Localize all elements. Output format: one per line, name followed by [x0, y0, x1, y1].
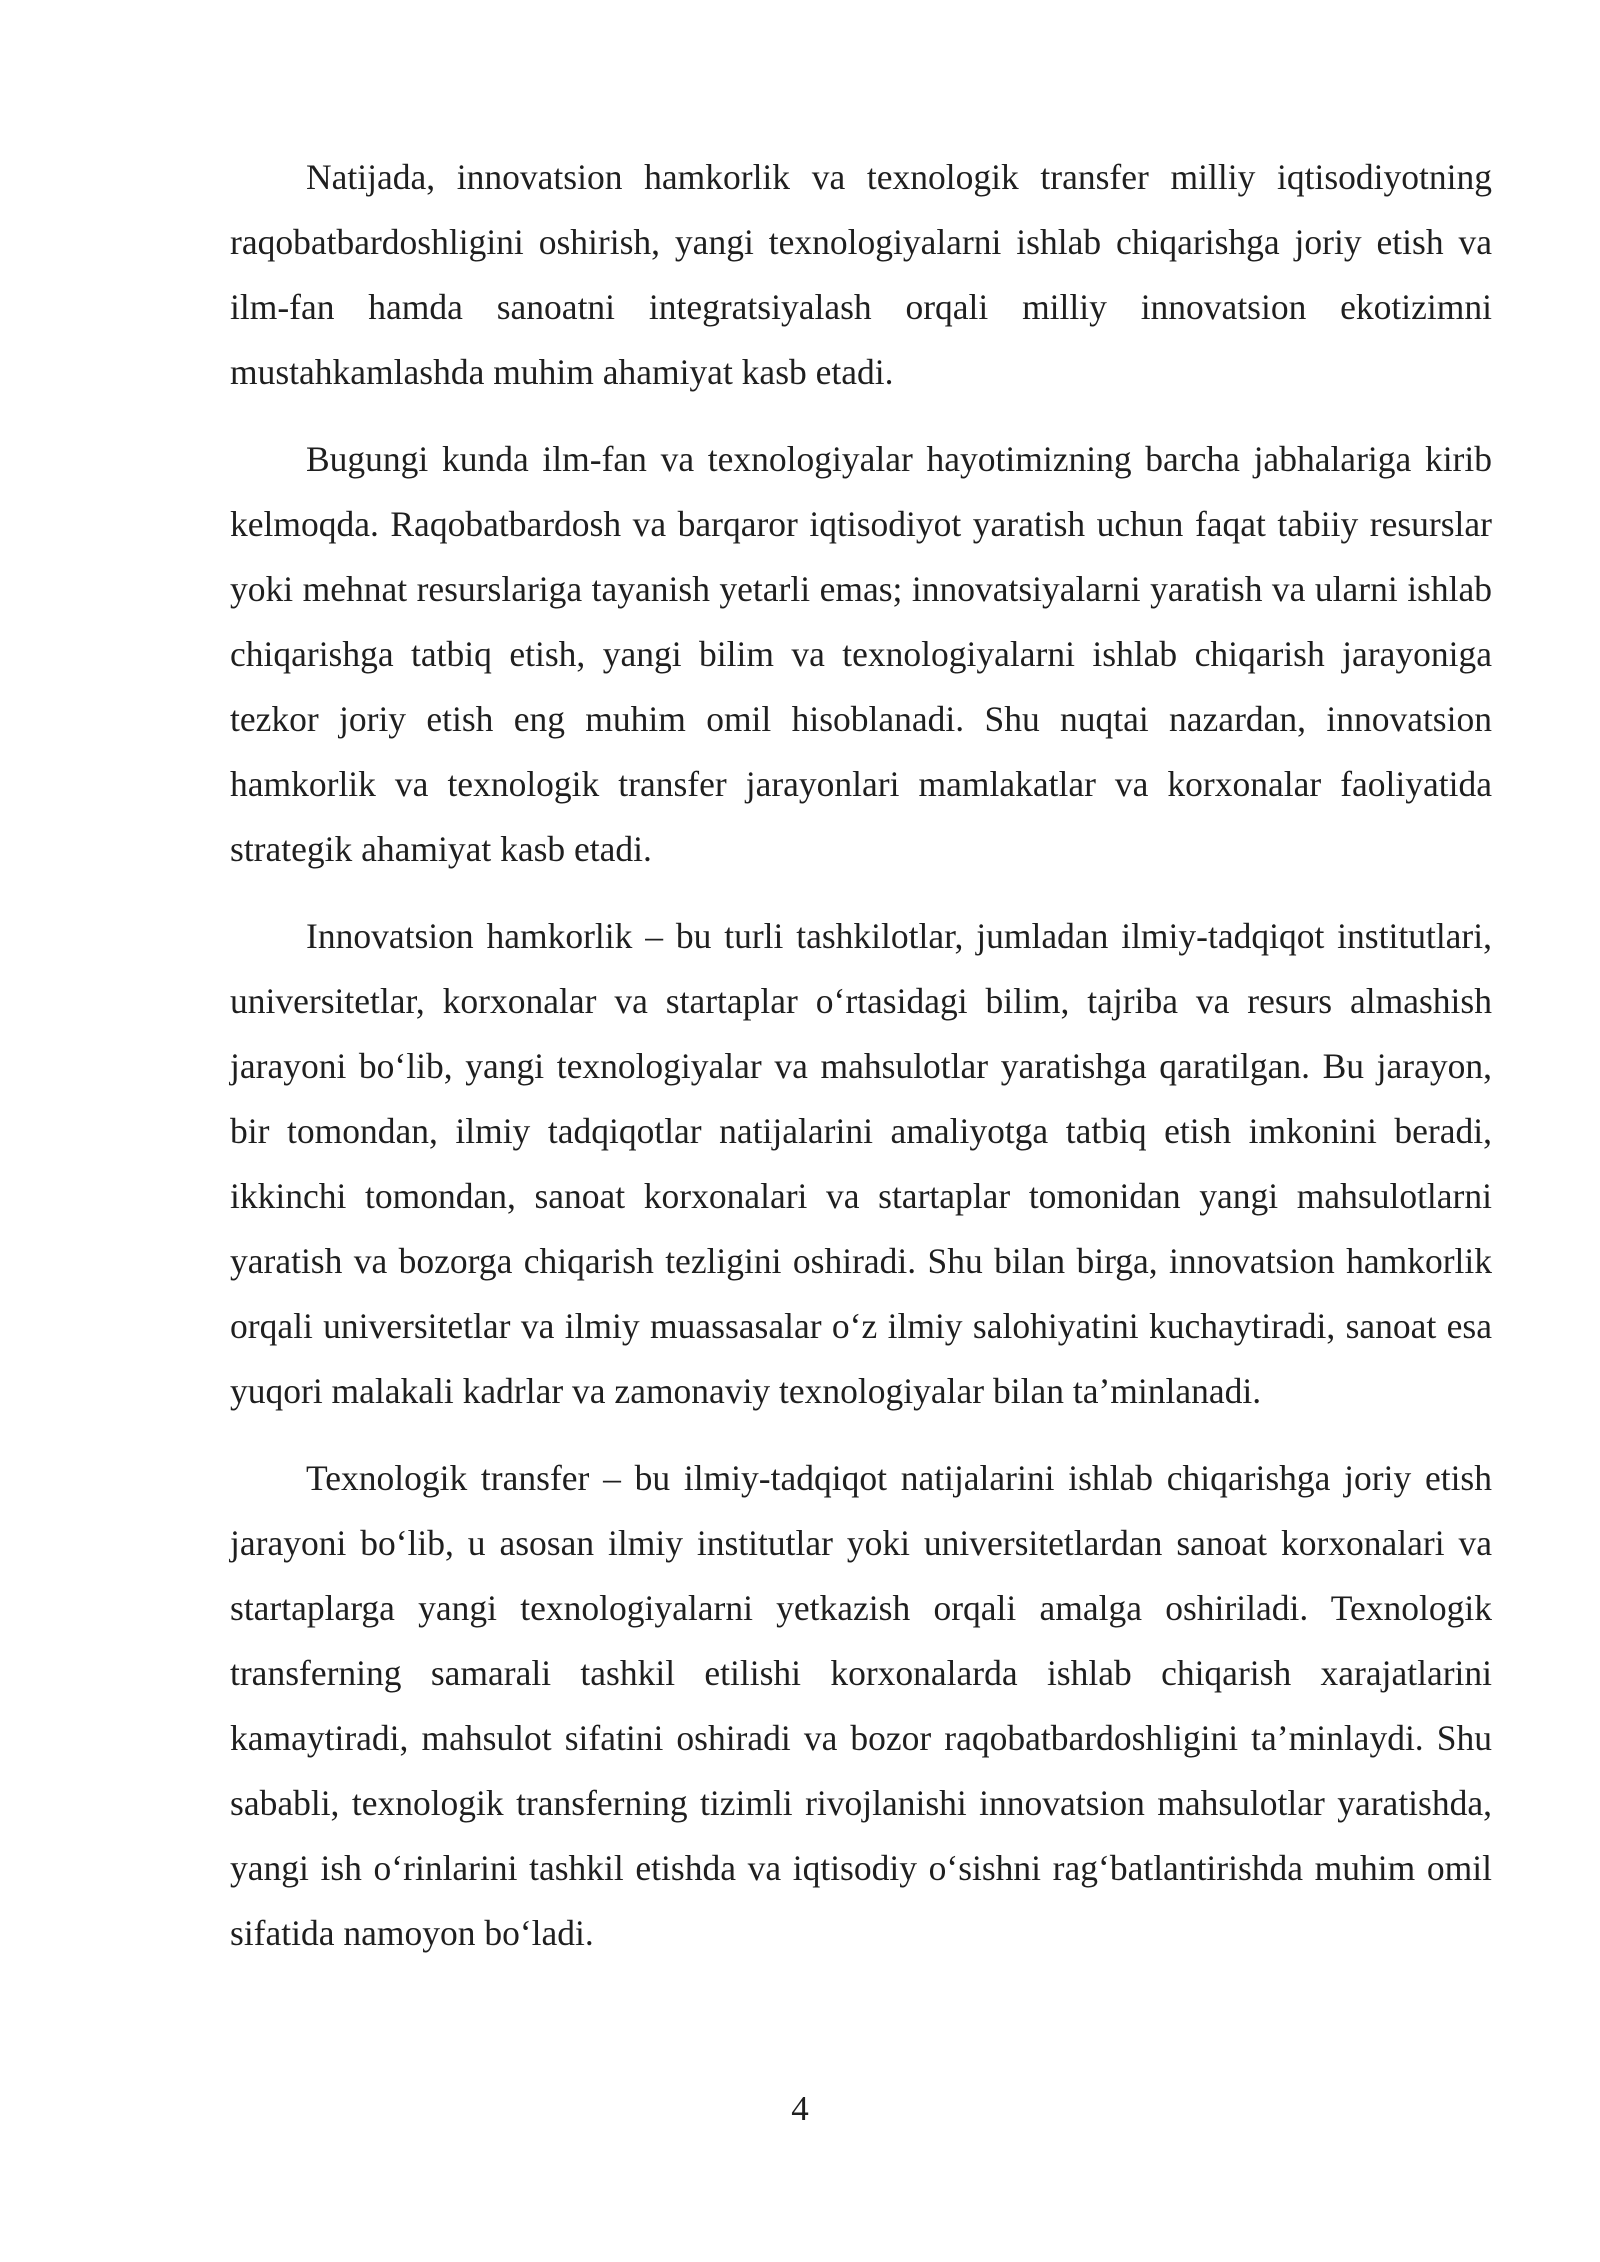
- page-body: [230, 145, 1492, 1988]
- paragraph-innovative-cooperation: Innovatsion hamkorlik – bu turli tashkilotlar, jumladan ilmiy-tadqiqot institutlari, universitetlar, korxonalar va startaplar o‘rtasidagi bilim, tajriba va resurs almashish jarayoni bo‘lib, yangi texnologiyalar va mahsulotlar yaratishga qaratilgan. Bu jarayon, bir tomondan, ilmiy tadqiqotlar natijalarini amaliyotga tatbiq etish imkonini beradi, ikkinchi tomondan, sanoat korxonalari va startaplar tomonidan yangi mahsulotlarni yaratish va bozorga chiqarish tezligini oshiradi. Shu bilan birga, innovatsion hamkorlik orqali universitetlar va ilmiy muassasalar o‘z ilmiy salohiyatini kuchaytiradi, sanoat esa yuqori malakali kadrlar va zamonaviy texnologiyalar bilan ta’minlanadi.: [230, 916, 1492, 1411]
- paragraph-technology-transfer: Texnologik transfer – bu ilmiy-tadqiqot natijalarini ishlab chiqarishga joriy etish jarayoni bo‘lib, u asosan ilmiy institutlar yoki universitetlardan sanoat korxonalari va startaplarga yangi texnologiyalarni yetkazish orqali amalga oshiriladi. Texnologik transferning samarali tashkil etilishi korxonalarda ishlab chiqarish xarajatlarini kamaytiradi, mahsulot sifatini oshiradi va bozor raqobatbardoshligini ta’minlaydi. Shu sababli, texnologik transferning tizimli rivojlanishi innovatsion mahsulotlar yaratishda, yangi ish o‘rinlarini tashkil etishda va iqtisodiy o‘sishni rag‘batlantirishda muhim omil sifatida namoyon bo‘ladi.: [230, 1458, 1492, 1953]
- paragraph-science-technology: Bugungi kunda ilm-fan va texnologiyalar hayotimizning barcha jabhalariga kirib kelmoqda. Raqobatbardosh va barqaror iqtisodiyot yaratish uchun faqat tabiiy resurslar yoki mehnat resurslariga tayanish yetarli emas; innovatsiyalarni yaratish va ularni ishlab chiqarishga tatbiq etish, yangi bilim va texnologiyalarni ishlab chiqarish jarayoniga tezkor joriy etish eng muhim omil hisoblanadi. Shu nuqtai nazardan, innovatsion hamkorlik va texnologik transfer jarayonlari mamlakatlar va korxonalar faoliyatida strategik ahamiyat kasb etadi.: [230, 439, 1492, 869]
- paragraph-conclusion: Natijada, innovatsion hamkorlik va texnologik transfer milliy iqtisodiyotning raqobatbardoshligini oshirish, yangi texnologiyalarni ishlab chiqarishga joriy etish va ilm-fan hamda sanoatni integratsiyalash orqali milliy innovatsion ekotizimni mustahkamlashda muhim ahamiyat kasb etadi.: [230, 157, 1492, 392]
- page-number: 4: [791, 2089, 809, 2128]
